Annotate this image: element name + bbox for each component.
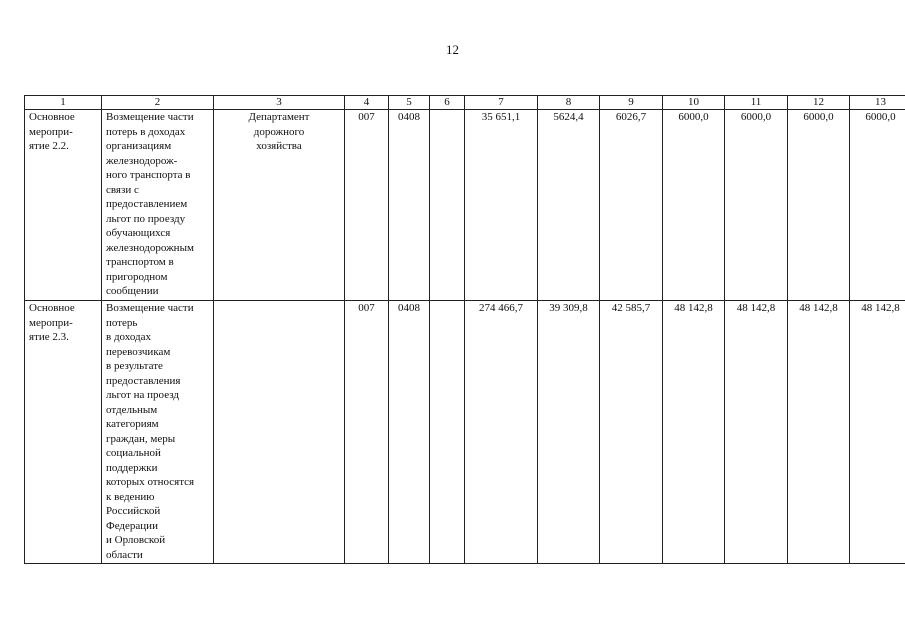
column-header-10: 10 — [663, 96, 725, 110]
column-header-3: 3 — [214, 96, 345, 110]
cell-col-10: 48 142,8 — [663, 301, 725, 564]
cell-col-6 — [430, 301, 465, 564]
cell-col-12: 48 142,8 — [788, 301, 850, 564]
cell-col-13: 48 142,8 — [850, 301, 905, 564]
cell-col-13: 6000,0 — [850, 110, 905, 301]
cell-col-7: 274 466,7 — [465, 301, 538, 564]
column-header-8: 8 — [538, 96, 600, 110]
column-header-9: 9 — [600, 96, 663, 110]
table-row — [25, 301, 905, 564]
column-header-4: 4 — [345, 96, 389, 110]
cell-col-5: 0408 — [389, 301, 430, 564]
column-header-12: 12 — [788, 96, 850, 110]
cell-col-8: 39 309,8 — [538, 301, 600, 564]
responsible-department: Департамент дорожного хозяйства — [214, 110, 345, 301]
cell-col-10: 6000,0 — [663, 110, 725, 301]
cell-col-9: 42 585,7 — [600, 301, 663, 564]
cell-col-12: 6000,0 — [788, 110, 850, 301]
cell-col-4: 007 — [345, 110, 389, 301]
page-number: 12 — [446, 42, 459, 57]
column-header-5: 5 — [389, 96, 430, 110]
responsible-department — [214, 301, 345, 564]
column-header-1: 1 — [25, 96, 102, 110]
cell-col-7: 35 651,1 — [465, 110, 538, 301]
cell-col-11: 6000,0 — [725, 110, 788, 301]
measure-number: Основное меропри- ятие 2.2. — [25, 110, 102, 301]
cell-col-11: 48 142,8 — [725, 301, 788, 564]
header-row — [25, 96, 905, 110]
measure-number: Основное меропри- ятие 2.3. — [25, 301, 102, 564]
column-header-13: 13 — [850, 96, 905, 110]
cell-col-4: 007 — [345, 301, 389, 564]
column-header-7: 7 — [465, 96, 538, 110]
column-header-11: 11 — [725, 96, 788, 110]
column-header-6: 6 — [430, 96, 465, 110]
measure-description: Возмещение части потерь в доходах перевозчикам в результате предоставления льгот на проезд отдельным категориям граждан, меры социальной поддержки которых относятся к ведению Российской Федерации и Орловской области — [102, 301, 214, 564]
cell-col-5: 0408 — [389, 110, 430, 301]
table-row — [25, 110, 905, 301]
column-header-2: 2 — [102, 96, 214, 110]
measure-description: Возмещение части потерь в доходах организациям железнодорож- ного транспорта в связи с предоставлением льгот по проезду обучающихся железнодорожным транспортом в пригородном сообщении — [102, 110, 214, 301]
budget-table — [24, 95, 905, 564]
cell-col-6 — [430, 110, 465, 301]
cell-col-8: 5624,4 — [538, 110, 600, 301]
cell-col-9: 6026,7 — [600, 110, 663, 301]
